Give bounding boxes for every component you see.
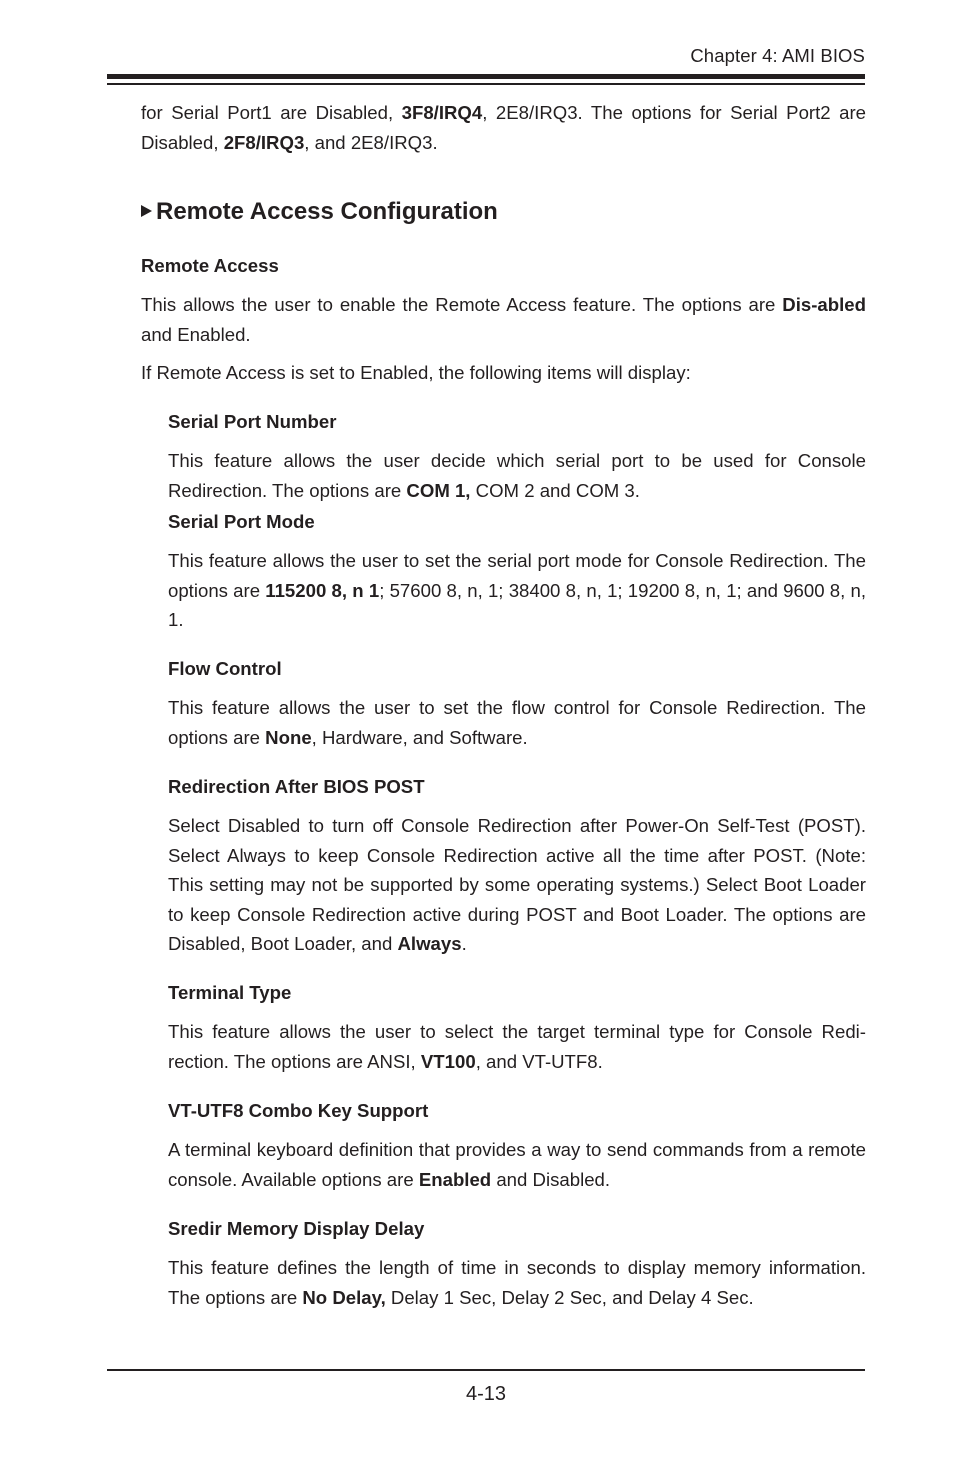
vt-utf8-heading: VT-UTF8 Combo Key Support: [168, 1100, 429, 1121]
serial-port-number-paragraph: This feature allows the user decide which serial port to be used for Console Redirection. The options are COM 1, COM 2 and COM 3.: [168, 450, 866, 501]
serial-port-number-heading: Serial Port Number: [168, 411, 337, 432]
redirection-after-post-heading: Redirection After BIOS POST: [168, 776, 425, 797]
sredir-paragraph: This feature defines the length of time in seconds to display memory information. The options are No Delay, Delay 1 Sec, Delay 2 Sec, and Delay 4 Sec.: [168, 1257, 866, 1308]
chapter-header: Chapter 4: AMI BIOS: [690, 45, 865, 66]
serial-port-mode-heading: Serial Port Mode: [168, 511, 315, 532]
remote-access-note: If Remote Access is set to Enabled, the following items will display:: [141, 362, 691, 383]
footer-rule: [107, 1369, 865, 1371]
terminal-type-paragraph: This feature allows the user to select the target terminal type for Console Redi-rection. The options are ANSI, VT100, and VT-UTF8.: [168, 1021, 866, 1072]
remote-access-heading: Remote Access: [141, 255, 279, 276]
section-heading: [141, 198, 498, 226]
remote-access-paragraph: This allows the user to enable the Remote Access feature. The options are Dis-abled and Enabled.: [141, 294, 866, 345]
flow-control-heading: Flow Control: [168, 658, 282, 679]
header-rule-thick: [107, 74, 865, 79]
triangle-right-icon: [141, 205, 152, 217]
header-rule-thin: [107, 83, 865, 85]
redirection-after-post-paragraph: Select Disabled to turn off Console Redirection after Power-On Self-Test (POST). Select Always to keep Console Redirection active all the time after POST. (Note: This setting may not be supported by some operating systems.) Select Boot Loader to keep Console Redirection active during POST and Boot Loader. The options are Disabled, Boot Loader, and Always.: [168, 815, 866, 955]
serial-port-mode-paragraph: This feature allows the user to set the serial port mode for Console Redirection. The options are 115200 8, n 1; 57600 8, n, 1; 38400 8, n, 1; 19200 8, n, 1; and 9600 8, n, 1.: [168, 550, 866, 631]
intro-paragraph: for Serial Port1 are Disabled, 3F8/IRQ4, 2E8/IRQ3. The options for Serial Port2 are Disabled, 2F8/IRQ3, and 2E8/IRQ3.: [141, 102, 866, 153]
section-title: Remote Access Configuration: [156, 198, 498, 225]
flow-control-paragraph: This feature allows the user to set the flow control for Console Redirection. The options are None, Hardware, and Software.: [168, 697, 866, 748]
vt-utf8-paragraph: A terminal keyboard definition that provides a way to send commands from a remote console. Available options are Enabled and Disabled.: [168, 1139, 866, 1190]
sredir-heading: Sredir Memory Display Delay: [168, 1218, 425, 1239]
page-number: 4-13: [465, 1383, 507, 1405]
terminal-type-heading: Terminal Type: [168, 982, 292, 1003]
